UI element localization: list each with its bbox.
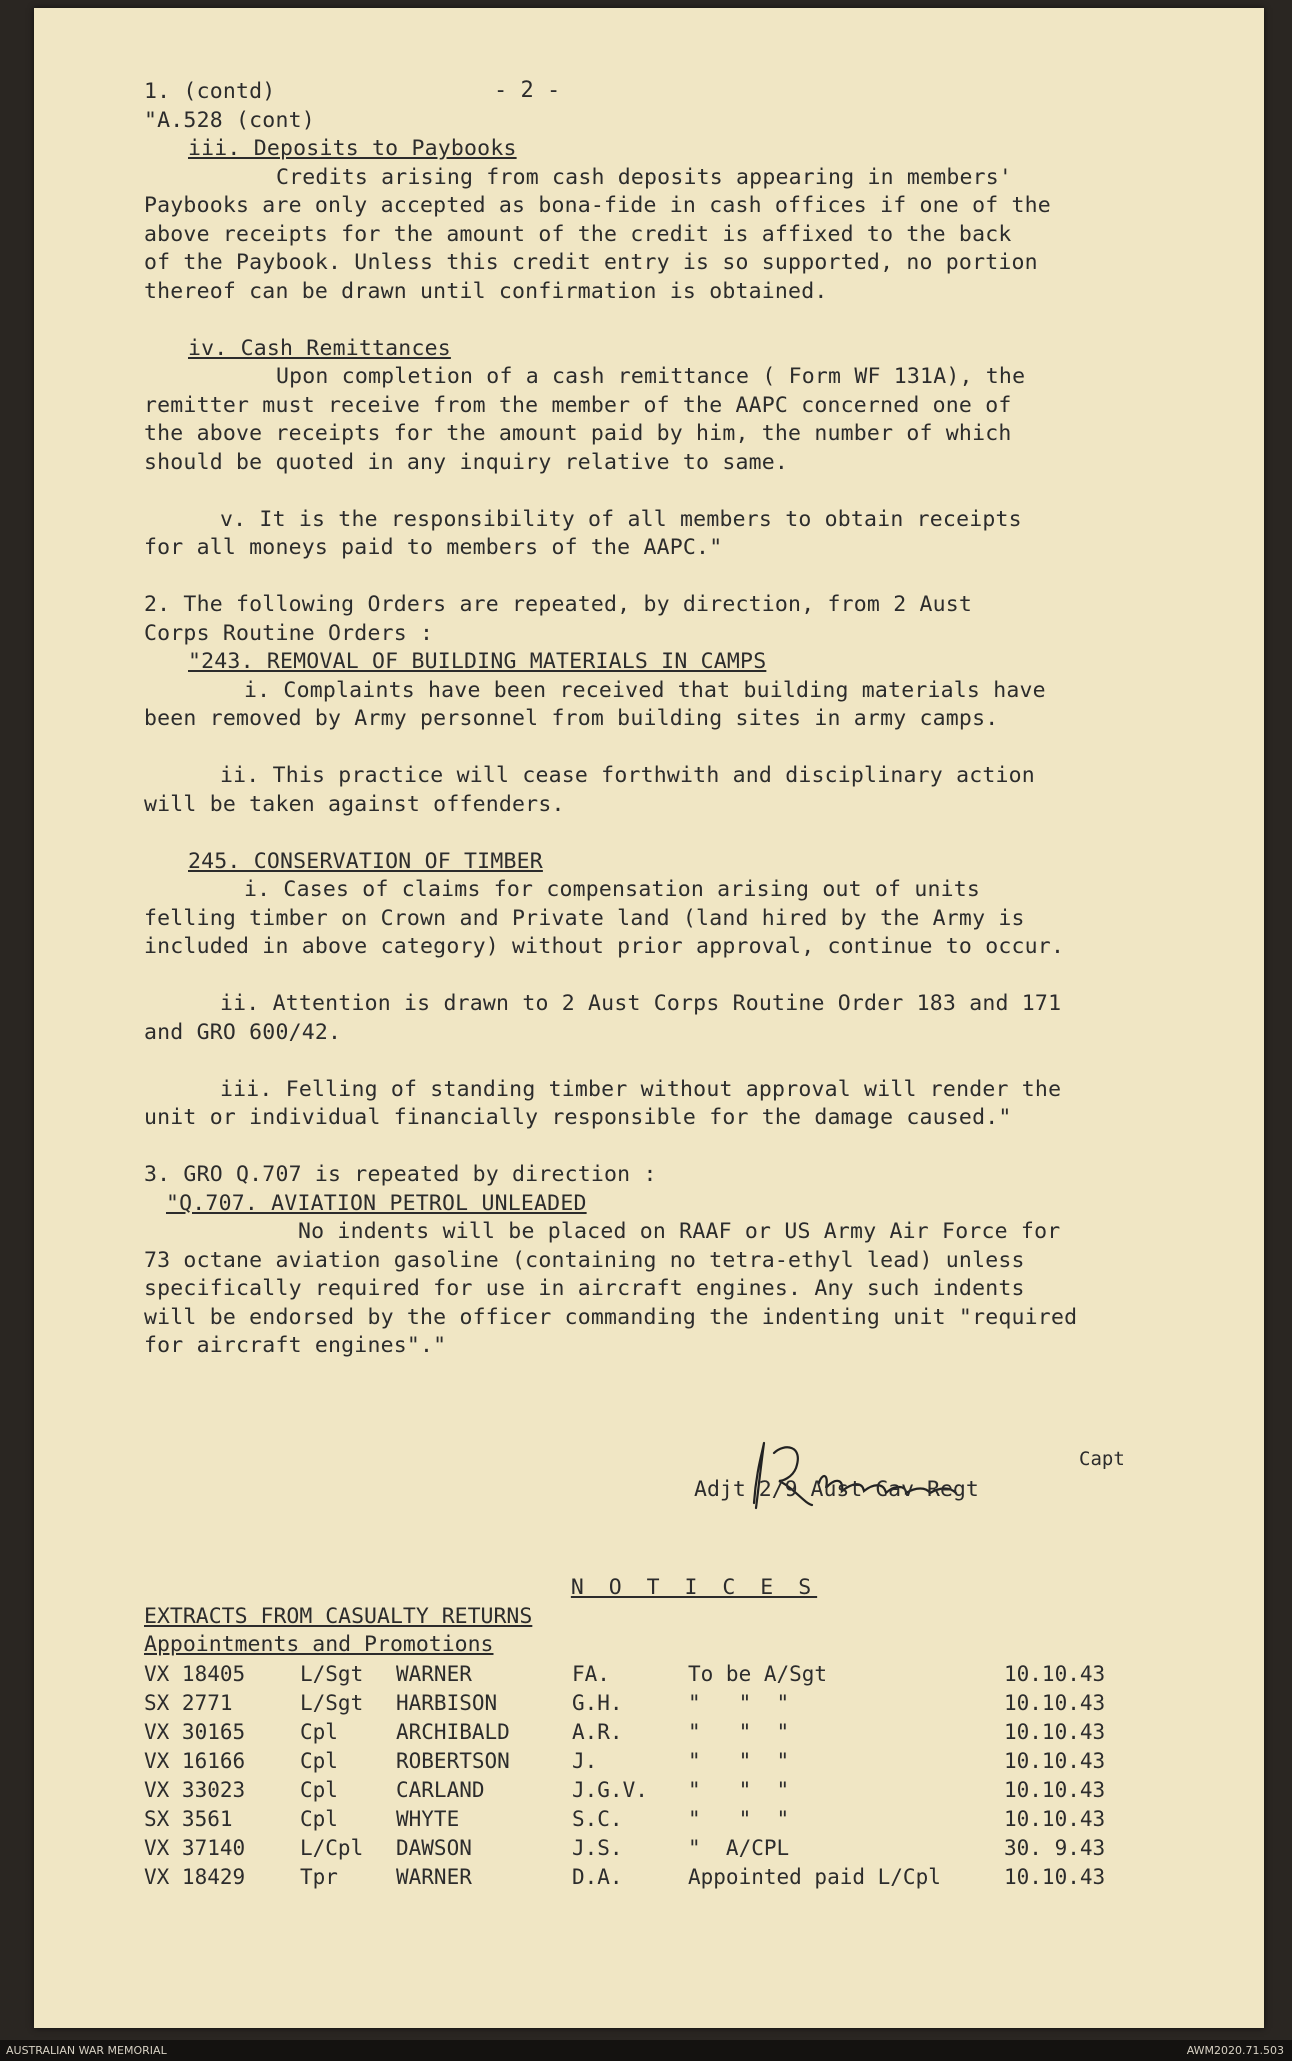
paragraph-line: and GRO 600/42. <box>144 1019 342 1045</box>
paragraph-line: thereof can be drawn until confirmation is obtained. <box>144 278 828 304</box>
cell-init: J.S. <box>572 1836 623 1860</box>
order-title: "243. REMOVAL OF BUILDING MATERIALS IN CAMPS <box>188 649 767 674</box>
cell-date: 10.10.43 <box>1004 1807 1106 1831</box>
subsection-title: iii. Deposits to Paybooks <box>188 136 517 161</box>
paragraph-line: the above receipts for the amount paid by him, the number of which <box>144 421 1012 446</box>
paragraph-line: felling timber on Crown and Private land (land hired by the Army is <box>144 905 1025 931</box>
cell-init: FA. <box>572 1662 610 1686</box>
paragraph-line: specifically required for use in aircraft engines. Any such indents <box>144 1276 1025 1301</box>
footer-institution: AUSTRALIAN WAR MEMORIAL <box>6 2044 167 2057</box>
subsection-title: iv. Cash Remittances <box>188 335 451 361</box>
cell-name: WHYTE <box>396 1807 460 1831</box>
cell-num: VX 33023 <box>144 1778 246 1802</box>
cell-name: HARBISON <box>396 1691 498 1715</box>
table-row <box>144 1660 1170 1689</box>
document-body <box>144 78 1244 1361</box>
paragraph-line: No indents will be placed on RAAF or US Army Air Force for <box>298 1219 1061 1244</box>
paragraph-line: been removed by Army personnel from building sites in army camps. <box>144 706 999 731</box>
paragraph-line: i. Complaints have been received that building materials have <box>244 677 1046 703</box>
paragraph-line: i. Cases of claims for compensation arising out of units <box>244 877 981 902</box>
paragraph-line: will be endorsed by the officer commanding the indenting unit "required <box>144 1304 1078 1330</box>
cell-num: VX 37140 <box>144 1836 246 1860</box>
table-row <box>144 1834 1170 1863</box>
cell-date: 10.10.43 <box>1004 1691 1106 1715</box>
cell-rank: L/Sgt <box>300 1691 364 1715</box>
paragraph-line: 73 octane aviation gasoline (containing no tetra-ethyl lead) unless <box>144 1247 1025 1273</box>
cell-name: CARLAND <box>396 1778 485 1802</box>
section3-intro: 3. GRO Q.707 is repeated by direction : <box>144 1162 657 1187</box>
cell-action: " " " <box>688 1749 790 1773</box>
archive-footer <box>0 2040 1292 2061</box>
cell-init: S.C. <box>572 1807 623 1831</box>
cell-action: " " " <box>688 1720 790 1744</box>
section2-intro: 2. The following Orders are repeated, by direction, from 2 Aust <box>144 592 973 617</box>
cell-rank: L/Cpl <box>300 1836 364 1860</box>
order-title: 245. CONSERVATION OF TIMBER <box>188 848 543 874</box>
cell-name: ROBERTSON <box>396 1749 510 1773</box>
cell-rank: Cpl <box>300 1778 338 1802</box>
notices-title: N O T I C E S <box>570 1575 818 1600</box>
cell-rank: Cpl <box>300 1720 338 1744</box>
cell-date: 10.10.43 <box>1004 1749 1106 1773</box>
cell-init: A.R. <box>572 1720 623 1744</box>
paragraph-line: for aircraft engines"." <box>144 1333 447 1358</box>
cell-name: WARNER <box>396 1662 472 1686</box>
paragraph-line: above receipts for the amount of the credit is affixed to the back <box>144 221 1012 247</box>
cell-init: G.H. <box>572 1691 623 1715</box>
cell-action: To be A/Sgt <box>688 1662 828 1686</box>
cell-num: SX 3561 <box>144 1807 233 1831</box>
cell-rank: Tpr <box>300 1865 338 1889</box>
notices-subtitle: EXTRACTS FROM CASUALTY RETURNS <box>144 1603 533 1629</box>
paragraph-line: for all moneys paid to members of the AAPC." <box>144 535 723 560</box>
cell-num: VX 18405 <box>144 1662 246 1686</box>
page-number: - 2 - <box>494 78 561 103</box>
cell-name: DAWSON <box>396 1836 472 1860</box>
paragraph-line: included in above category) without prior approval, continue to occur. <box>144 934 1065 959</box>
cell-init: D.A. <box>572 1865 623 1889</box>
table-row <box>144 1747 1170 1776</box>
paragraph-line: will be taken against offenders. <box>144 791 565 817</box>
cell-num: VX 18429 <box>144 1865 246 1889</box>
paragraph-line: ii. Attention is drawn to 2 Aust Corps Routine Order 183 and 171 <box>220 991 1062 1016</box>
cell-init: J.G.V. <box>572 1778 648 1802</box>
cell-num: VX 16166 <box>144 1749 246 1773</box>
table-row <box>144 1689 1170 1718</box>
table-row <box>144 1805 1170 1834</box>
cell-date: 30. 9.43 <box>1004 1836 1106 1860</box>
promotions-table <box>144 1660 1170 1892</box>
table-row <box>144 1863 1170 1892</box>
cell-date: 10.10.43 <box>1004 1865 1106 1889</box>
signature-position: Adjt 2/9 Aust Cav Regt <box>694 1477 979 1502</box>
cell-rank: Cpl <box>300 1749 338 1773</box>
section2-intro: Corps Routine Orders : <box>144 620 434 646</box>
cell-num: VX 30165 <box>144 1720 246 1744</box>
order-title: "Q.707. AVIATION PETROL UNLEADED <box>166 1190 587 1216</box>
cell-num: SX 2771 <box>144 1691 233 1715</box>
document-page <box>34 8 1264 2028</box>
cell-init: J. <box>572 1749 598 1773</box>
cell-name: WARNER <box>396 1865 472 1889</box>
cell-rank: L/Sgt <box>300 1662 364 1686</box>
paragraph-line: remitter must receive from the member of the AAPC concerned one of <box>144 392 1012 418</box>
cell-action: Appointed paid L/Cpl <box>688 1865 941 1889</box>
order-reference: "A.528 (cont) <box>144 107 315 133</box>
cell-action: " " " <box>688 1691 790 1715</box>
table-row <box>144 1776 1170 1805</box>
table-row <box>144 1718 1170 1747</box>
paragraph-line: should be quoted in any inquiry relative to same. <box>144 449 789 475</box>
paragraph-line: Paybooks are only accepted as bona-fide in cash offices if one of the <box>144 193 1051 218</box>
cell-action: " " " <box>688 1778 790 1802</box>
notices-section <box>144 1574 1244 1892</box>
paragraph-line: unit or individual financially responsible for the damage caused." <box>144 1105 1012 1130</box>
notices-subsubtitle: Appointments and Promotions <box>144 1632 494 1657</box>
paragraph-line: v. It is the responsibility of all members to obtain receipts <box>220 506 1022 532</box>
paragraph-line: Upon completion of a cash remittance ( Form WF 131A), the <box>276 364 1026 389</box>
signature-rank: Capt <box>1079 1448 1125 1470</box>
paragraph-line: ii. This practice will cease forthwith and disciplinary action <box>220 763 1035 788</box>
paragraph-line: of the Paybook. Unless this credit entry is so supported, no portion <box>144 250 1038 275</box>
section1-heading: 1. (contd) <box>144 79 276 104</box>
cell-action: " A/CPL <box>688 1836 790 1860</box>
cell-rank: Cpl <box>300 1807 338 1831</box>
cell-date: 10.10.43 <box>1004 1662 1106 1686</box>
footer-reference: AWM2020.71.503 <box>1186 2044 1284 2057</box>
cell-date: 10.10.43 <box>1004 1720 1106 1744</box>
paragraph-line: iii. Felling of standing timber without approval will render the <box>220 1076 1062 1102</box>
cell-action: " " " <box>688 1807 790 1831</box>
paragraph-line: Credits arising from cash deposits appearing in members' <box>276 164 1013 190</box>
cell-date: 10.10.43 <box>1004 1778 1106 1802</box>
cell-name: ARCHIBALD <box>396 1720 510 1744</box>
